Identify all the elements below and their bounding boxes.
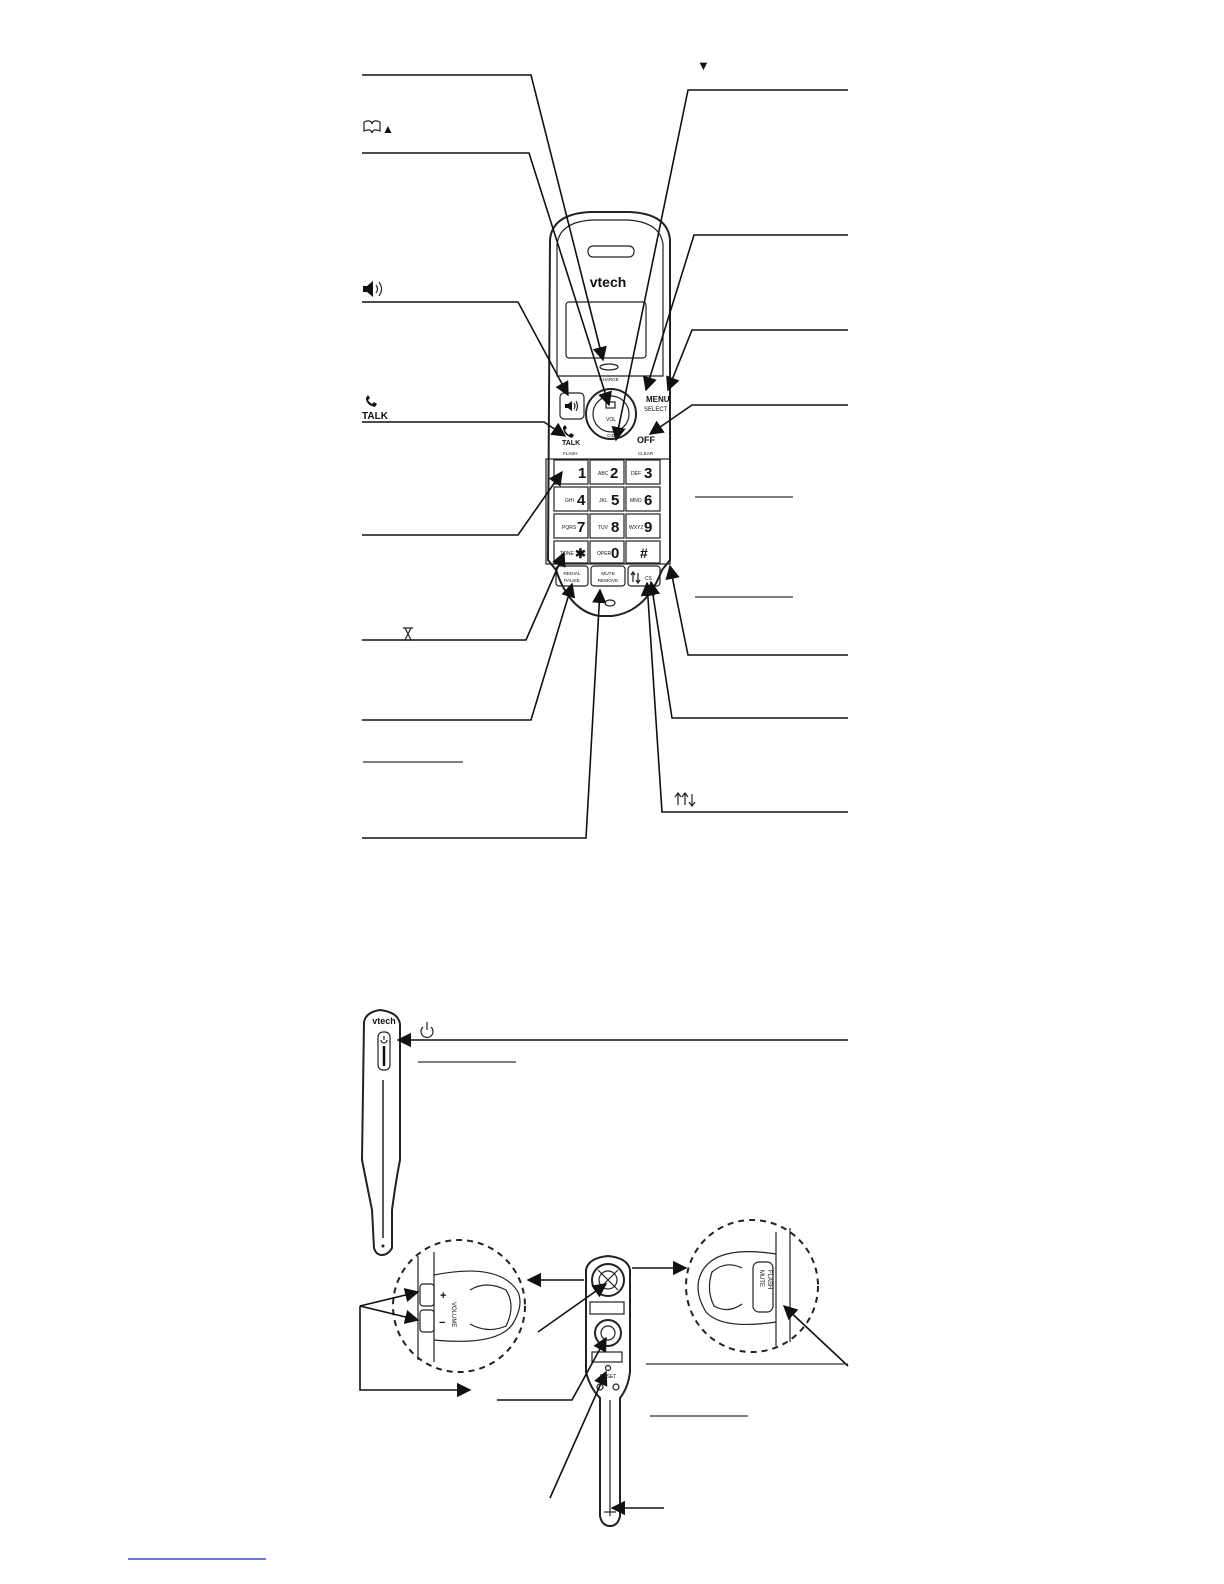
earbud-bottom (595, 1320, 621, 1346)
off-key-label: OFF (637, 435, 655, 445)
svg-text:2: 2 (610, 465, 619, 482)
mute-label: MUTE (758, 1270, 764, 1287)
svg-text:−: − (439, 1317, 446, 1329)
speakerphone-icon (363, 281, 373, 297)
svg-text:ABC: ABC (598, 471, 609, 477)
svg-text:CS: CS (645, 576, 652, 582)
up-down-arrows-icon (675, 793, 695, 806)
svg-text:TUV: TUV (598, 525, 608, 531)
svg-text:MNO: MNO (630, 498, 642, 504)
nav-ring[interactable] (586, 389, 636, 439)
svg-text:✱: ✱ (575, 546, 586, 561)
star-symbol (403, 628, 413, 640)
svg-text:REDIAL: REDIAL (563, 572, 581, 577)
svg-text:+: + (440, 1290, 447, 1302)
volume-down-button[interactable] (420, 1310, 445, 1332)
flash-label: FLASH (766, 1270, 772, 1290)
talk-symbol (362, 395, 389, 422)
down-arrow-symbol: ▼ (697, 58, 710, 73)
talk-key-label: TALK (562, 440, 581, 447)
svg-text:DEF: DEF (631, 471, 641, 477)
svg-text:3: 3 (644, 465, 653, 482)
flash-key-label: FLASH (563, 451, 578, 456)
handset-icon (366, 395, 377, 407)
clear-key-label: CLEAR (638, 451, 654, 456)
svg-text:#: # (640, 545, 648, 561)
svg-text:5: 5 (611, 492, 620, 509)
charge-label: CHARGE (599, 377, 619, 382)
reset-label: RESET (599, 1374, 617, 1380)
svg-text:JKL: JKL (599, 498, 608, 504)
star-key-icon (403, 628, 413, 640)
svg-text:6: 6 (644, 492, 653, 509)
svg-text:MUTE: MUTE (601, 572, 615, 577)
svg-text:OPER: OPER (597, 551, 612, 557)
svg-text:9: 9 (644, 519, 653, 536)
intercom-symbol (675, 793, 695, 806)
headset-side-view (362, 1010, 400, 1255)
directory-symbol (364, 121, 394, 136)
nav-cid-label: CID (607, 433, 615, 438)
svg-text:4: 4 (577, 492, 586, 509)
svg-text:WXYZ: WXYZ (629, 525, 644, 531)
svg-text:1: 1 (578, 465, 587, 482)
svg-text:PAUSE: PAUSE (564, 579, 580, 584)
mute-flash-zoom-detail (686, 1220, 818, 1352)
handset-brand-logo: vtech (589, 274, 627, 290)
speaker-symbol (363, 281, 382, 297)
svg-text:PQRS: PQRS (562, 525, 577, 531)
select-key-label: SELECT (644, 407, 668, 413)
menu-key-label: MENU (646, 395, 670, 404)
svg-text:REMOVE: REMOVE (597, 579, 619, 584)
volume-zoom-detail (393, 1240, 525, 1372)
svg-text:TALK: TALK (362, 411, 388, 422)
headset-front-view (586, 1256, 630, 1526)
volume-up-button[interactable] (420, 1284, 446, 1306)
svg-text:7: 7 (577, 519, 586, 536)
svg-text:8: 8 (611, 519, 620, 536)
mute-flash-button[interactable] (753, 1262, 773, 1312)
nav-vol-label: VOL (605, 417, 617, 423)
headset-power-callout (398, 1022, 848, 1062)
headset-brand-logo: vtech (372, 1016, 396, 1026)
volume-label: VOLUME (450, 1302, 456, 1328)
svg-text:0: 0 (611, 545, 620, 562)
up-arrow-symbol: ▲ (382, 122, 394, 136)
handset (546, 212, 670, 616)
svg-text:TONE: TONE (560, 551, 574, 557)
svg-text:GHI: GHI (565, 498, 574, 504)
power-symbol-icon (421, 1022, 433, 1037)
